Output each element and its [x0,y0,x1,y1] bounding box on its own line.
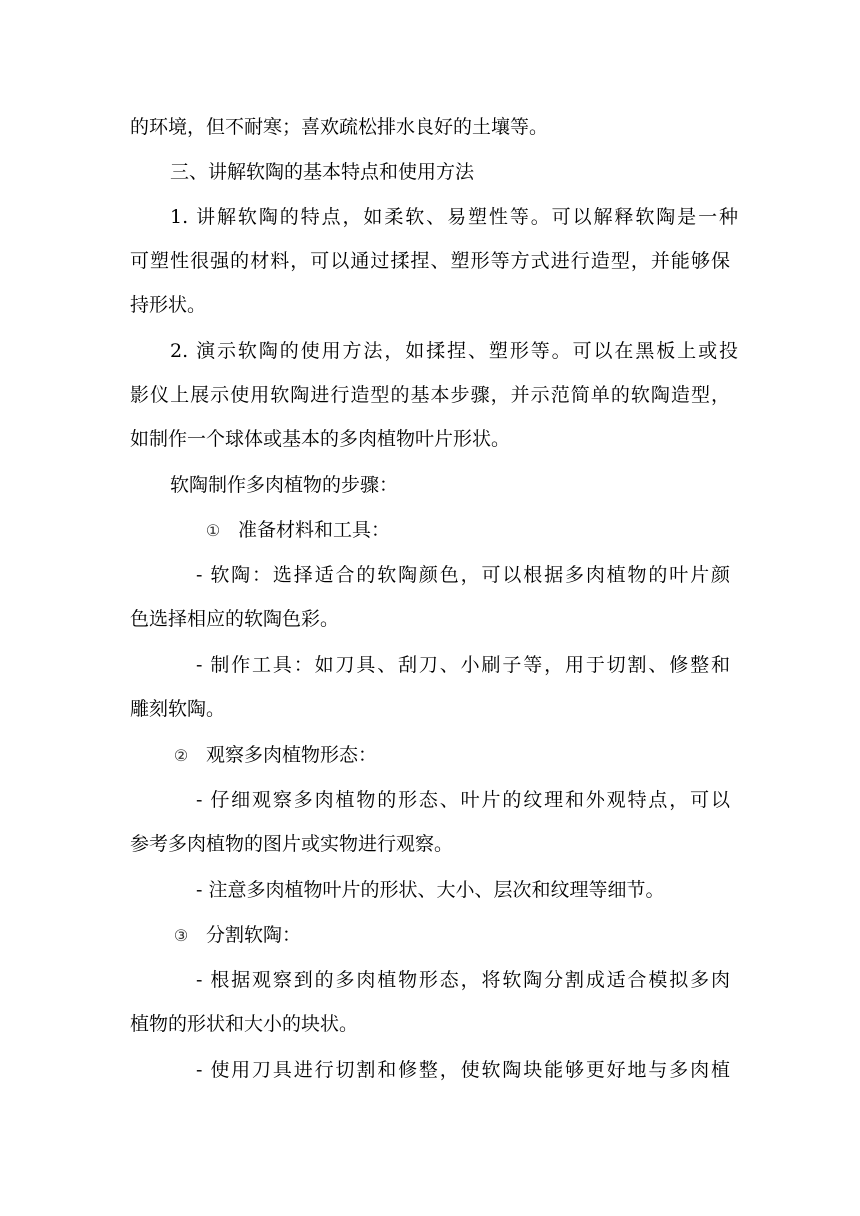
step-marker: ③ [173,926,189,945]
step-title: 观察多肉植物形态： [206,744,378,766]
text-line: 影仪上展示使用软陶进行造型的基本步骤，并示范简单的软陶造型， [130,384,730,406]
text-line: - 仔细观察多肉植物的形态、叶片的纹理和外观特点，可以 [196,789,730,811]
step-heading [202,519,390,542]
text-line: - 注意多肉植物叶片的形状、大小、层次和纹理等细节。 [196,879,665,901]
text-line: 持形状。 [130,294,207,316]
text-line: - 软陶：选择适合的软陶颜色，可以根据多肉植物的叶片颜 [196,564,730,586]
text-line: - 制作工具：如刀具、刮刀、小刷子等，用于切割、修整和 [196,654,730,676]
step-heading [170,924,301,947]
text-line: 可塑性很强的材料，可以通过揉捏、塑形等方式进行造型，并能够保 [130,250,730,272]
step-marker: ② [173,746,189,765]
text-line: 雕刻软陶。 [130,698,226,720]
text-line: 1. 讲解软陶的特点，如柔软、易塑性等。可以解释软陶是一种 [170,206,738,228]
text-line: 参考多肉植物的图片或实物进行观察。 [130,833,454,855]
text-line: 色选择相应的软陶色彩。 [130,608,340,630]
text-line: 软陶制作多肉植物的步骤： [170,474,399,496]
step-heading [170,744,377,767]
text-line: - 使用刀具进行切割和修整，使软陶块能够更好地与多肉植 [196,1059,730,1081]
text-line: 如制作一个球体或基本的多肉植物叶片形状。 [130,428,511,450]
section-heading: 三、讲解软陶的基本特点和使用方法 [170,161,475,183]
text-line: 2. 演示软陶的使用方法，如揉捏、塑形等。可以在黑板上或投 [170,340,738,362]
step-title: 准备材料和工具： [238,519,391,541]
text-line: - 根据观察到的多肉植物形态，将软陶分割成适合模拟多肉 [196,969,730,991]
text-line: 的环境，但不耐寒；喜欢疏松排水良好的土壤等。 [130,116,549,138]
text-line: 植物的形状和大小的块状。 [130,1013,359,1035]
step-title: 分割软陶： [206,924,302,946]
step-marker: ① [205,521,221,540]
